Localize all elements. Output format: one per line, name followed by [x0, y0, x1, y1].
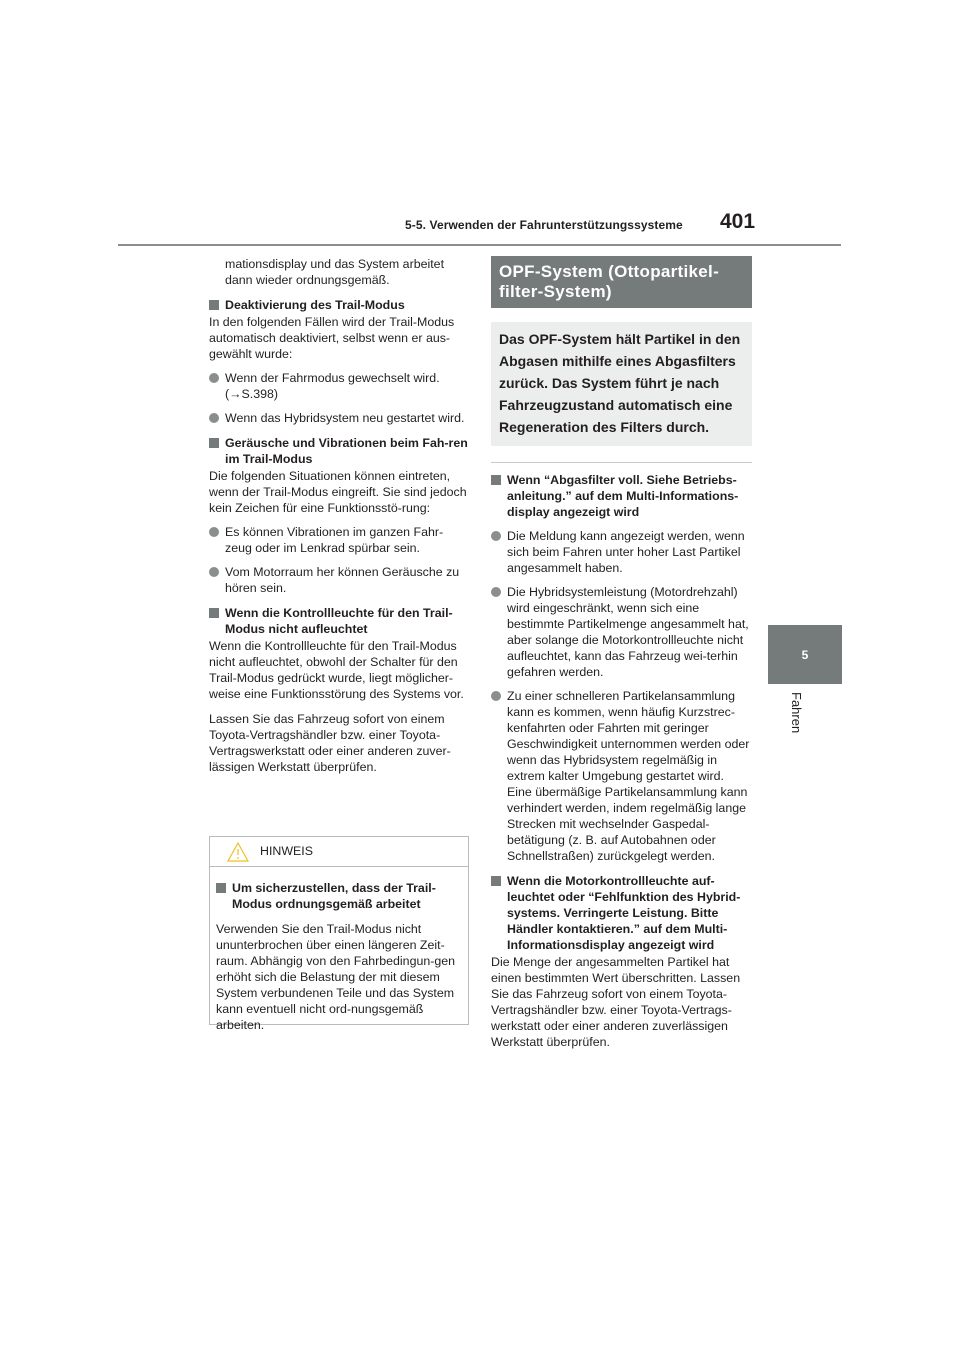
- bullet-text: Vom Motorraum her können Geräusche zu hören sein.: [225, 565, 460, 595]
- heading-noises: Geräusche und Vibrationen beim Fah-ren im Trail-Modus: [209, 435, 469, 467]
- bullet-dot-icon: [491, 587, 501, 597]
- section-divider: [491, 462, 752, 463]
- bullet-dot-icon: [491, 691, 501, 701]
- warning-triangle-icon: [226, 841, 250, 863]
- paragraph-inspection: Lassen Sie das Fahrzeug sofort von einem Toyota-Vertragshändler bzw. einer Toyota-Vertragswerkstatt oder einer anderen zuver-lässigen Werkstatt überprüfen.: [209, 712, 451, 774]
- opf-content: [491, 472, 752, 1050]
- notice-box: [209, 836, 469, 1032]
- page-number: 401: [720, 210, 756, 233]
- chapter-number: 5: [801, 647, 809, 662]
- bullet-text: Die Meldung kann angezeigt werden, wenn sich beim Fahren unter hoher Last Partikel angesammelt haben.: [507, 529, 745, 575]
- paragraph-particle-limit: Die Menge der angesammelten Partikel hat einen bestimmten Wert überschritten. Lassen Sie das Fahrzeug sofort von einem Toyota-Vertragshändler bzw. einer Toyota-Vertrags-werkstatt oder einer anderen zuverlässigen Werkstatt überprüfen.: [491, 955, 741, 1049]
- paragraph-indicator: Wenn die Kontrollleuchte für den Trail-Modus nicht aufleuchtet, obwohl der Schalter für den Trail-Modus gedrückt wurde, liegt möglicher-weise eine Funktionsstörung des Systems vor.: [209, 639, 464, 701]
- bullet-item: [209, 410, 469, 426]
- page-reference-link[interactable]: (→S.398): [225, 387, 279, 401]
- bullet-text: Wenn das Hybridsystem neu gestartet wird.: [225, 411, 465, 425]
- bullet-dot-icon: [209, 373, 219, 383]
- bullet-item: [491, 528, 752, 576]
- chapter-tab[interactable]: [768, 625, 842, 684]
- heading-engine-light: Wenn die Motorkontrollleuchte auf-leuchtet oder “Fehlfunktion des Hybrid-systems. Verringerte Leistung. Bitte Händler kontaktieren.” auf dem Multi-Informationsdisplay angezeigt wird: [491, 873, 752, 953]
- notice-paragraph: Verwenden Sie den Trail-Modus nicht ununterbrochen über einen längeren Zeit-raum. Abhängig von den Fahrbedingun-gen erhöht sich die Belastung der mit diesem System verbundenen Teile und das System kann eventuell nicht ord-nungsgemäß arbeiten.: [216, 922, 456, 1032]
- heading-deactivation: Deaktivierung des Trail-Modus: [209, 297, 469, 313]
- opf-intro-box: Das OPF-System hält Partikel in den Abgasen mithilfe eines Abgasfilters zurück. Das System führt je nach Fahrzeugzustand automatisch eine Regeneration des Filters durch.: [491, 322, 752, 446]
- left-column: [209, 256, 469, 775]
- bullet-text: Wenn der Fahrmodus gewechselt wird.: [225, 371, 440, 385]
- bullet-dot-icon: [209, 413, 219, 423]
- right-column: [491, 256, 752, 1050]
- bullet-item: [491, 584, 752, 680]
- section-title: 5-5. Verwenden der Fahrunterstützungssysteme: [405, 218, 683, 232]
- header-rule: [118, 244, 841, 246]
- bullet-dot-icon: [209, 567, 219, 577]
- paragraph-deactivation: In den folgenden Fällen wird der Trail-Modus automatisch deaktiviert, selbst wenn er aus-gewählt wurde:: [209, 315, 455, 361]
- bullet-item: [491, 688, 752, 864]
- opf-section-banner: OPF-System (Ottopartikel-filter-System): [491, 256, 752, 308]
- notice-header: [210, 837, 468, 867]
- bullet-item: [209, 370, 469, 402]
- bullet-item: [209, 564, 469, 596]
- notice-body: [210, 867, 468, 1033]
- chapter-label: Fahren: [789, 692, 804, 734]
- heading-indicator: Wenn die Kontrollleuchte für den Trail-Modus nicht aufleuchtet: [209, 605, 469, 637]
- notice-heading: Um sicherzustellen, dass der Trail-Modus ordnungsgemäß arbeitet: [216, 880, 462, 912]
- bullet-dot-icon: [491, 531, 501, 541]
- bullet-text: Die Hybridsystemleistung (Motordrehzahl) wird eingeschränkt, wenn sich eine bestimmte Partikelmenge angesammelt hat, aber solange die Motorkontrollleuchte nicht aufleuchtet, kann das Fahrzeug wei-terhin gefahren werden.: [507, 585, 749, 679]
- bullet-item: [209, 524, 469, 556]
- continuation-line-1: mationsdisplay und das System arbeitet: [225, 257, 445, 271]
- bullet-dot-icon: [209, 527, 219, 537]
- heading-filter-full: Wenn “Abgasfilter voll. Siehe Betriebs-anleitung.” auf dem Multi-Informations-display angezeigt wird: [491, 472, 752, 520]
- bullet-text: Zu einer schnelleren Partikelansammlung kann es kommen, wenn häufig Kurzstrec-kenfahrten oder Fahrten mit geringer Geschwindigkeit unternommen werden oder wenn das Hybridsystem regelmäßig in extrem kalter Umgebung gestartet wird. Eine übermäßige Partikelansammlung kann verhindert werden, indem regelmäßig lange Strecken mit wechselnder Gaspedal-betätigung (z. B. auf Autobahnen oder Schnellstraßen) zurückgelegt werden.: [507, 689, 750, 863]
- paragraph-noises: Die folgenden Situationen können eintreten, wenn der Trail-Modus eingreift. Sie sind jedoch kein Zeichen für eine Funktionsstö-rung:: [209, 469, 467, 515]
- notice-title: HINWEIS: [260, 844, 314, 858]
- bullet-text: Es können Vibrationen im ganzen Fahr-zeug oder im Lenkrad spürbar sein.: [225, 525, 444, 555]
- continuation-line-2: dann wieder ordnungsgemäß.: [225, 273, 390, 287]
